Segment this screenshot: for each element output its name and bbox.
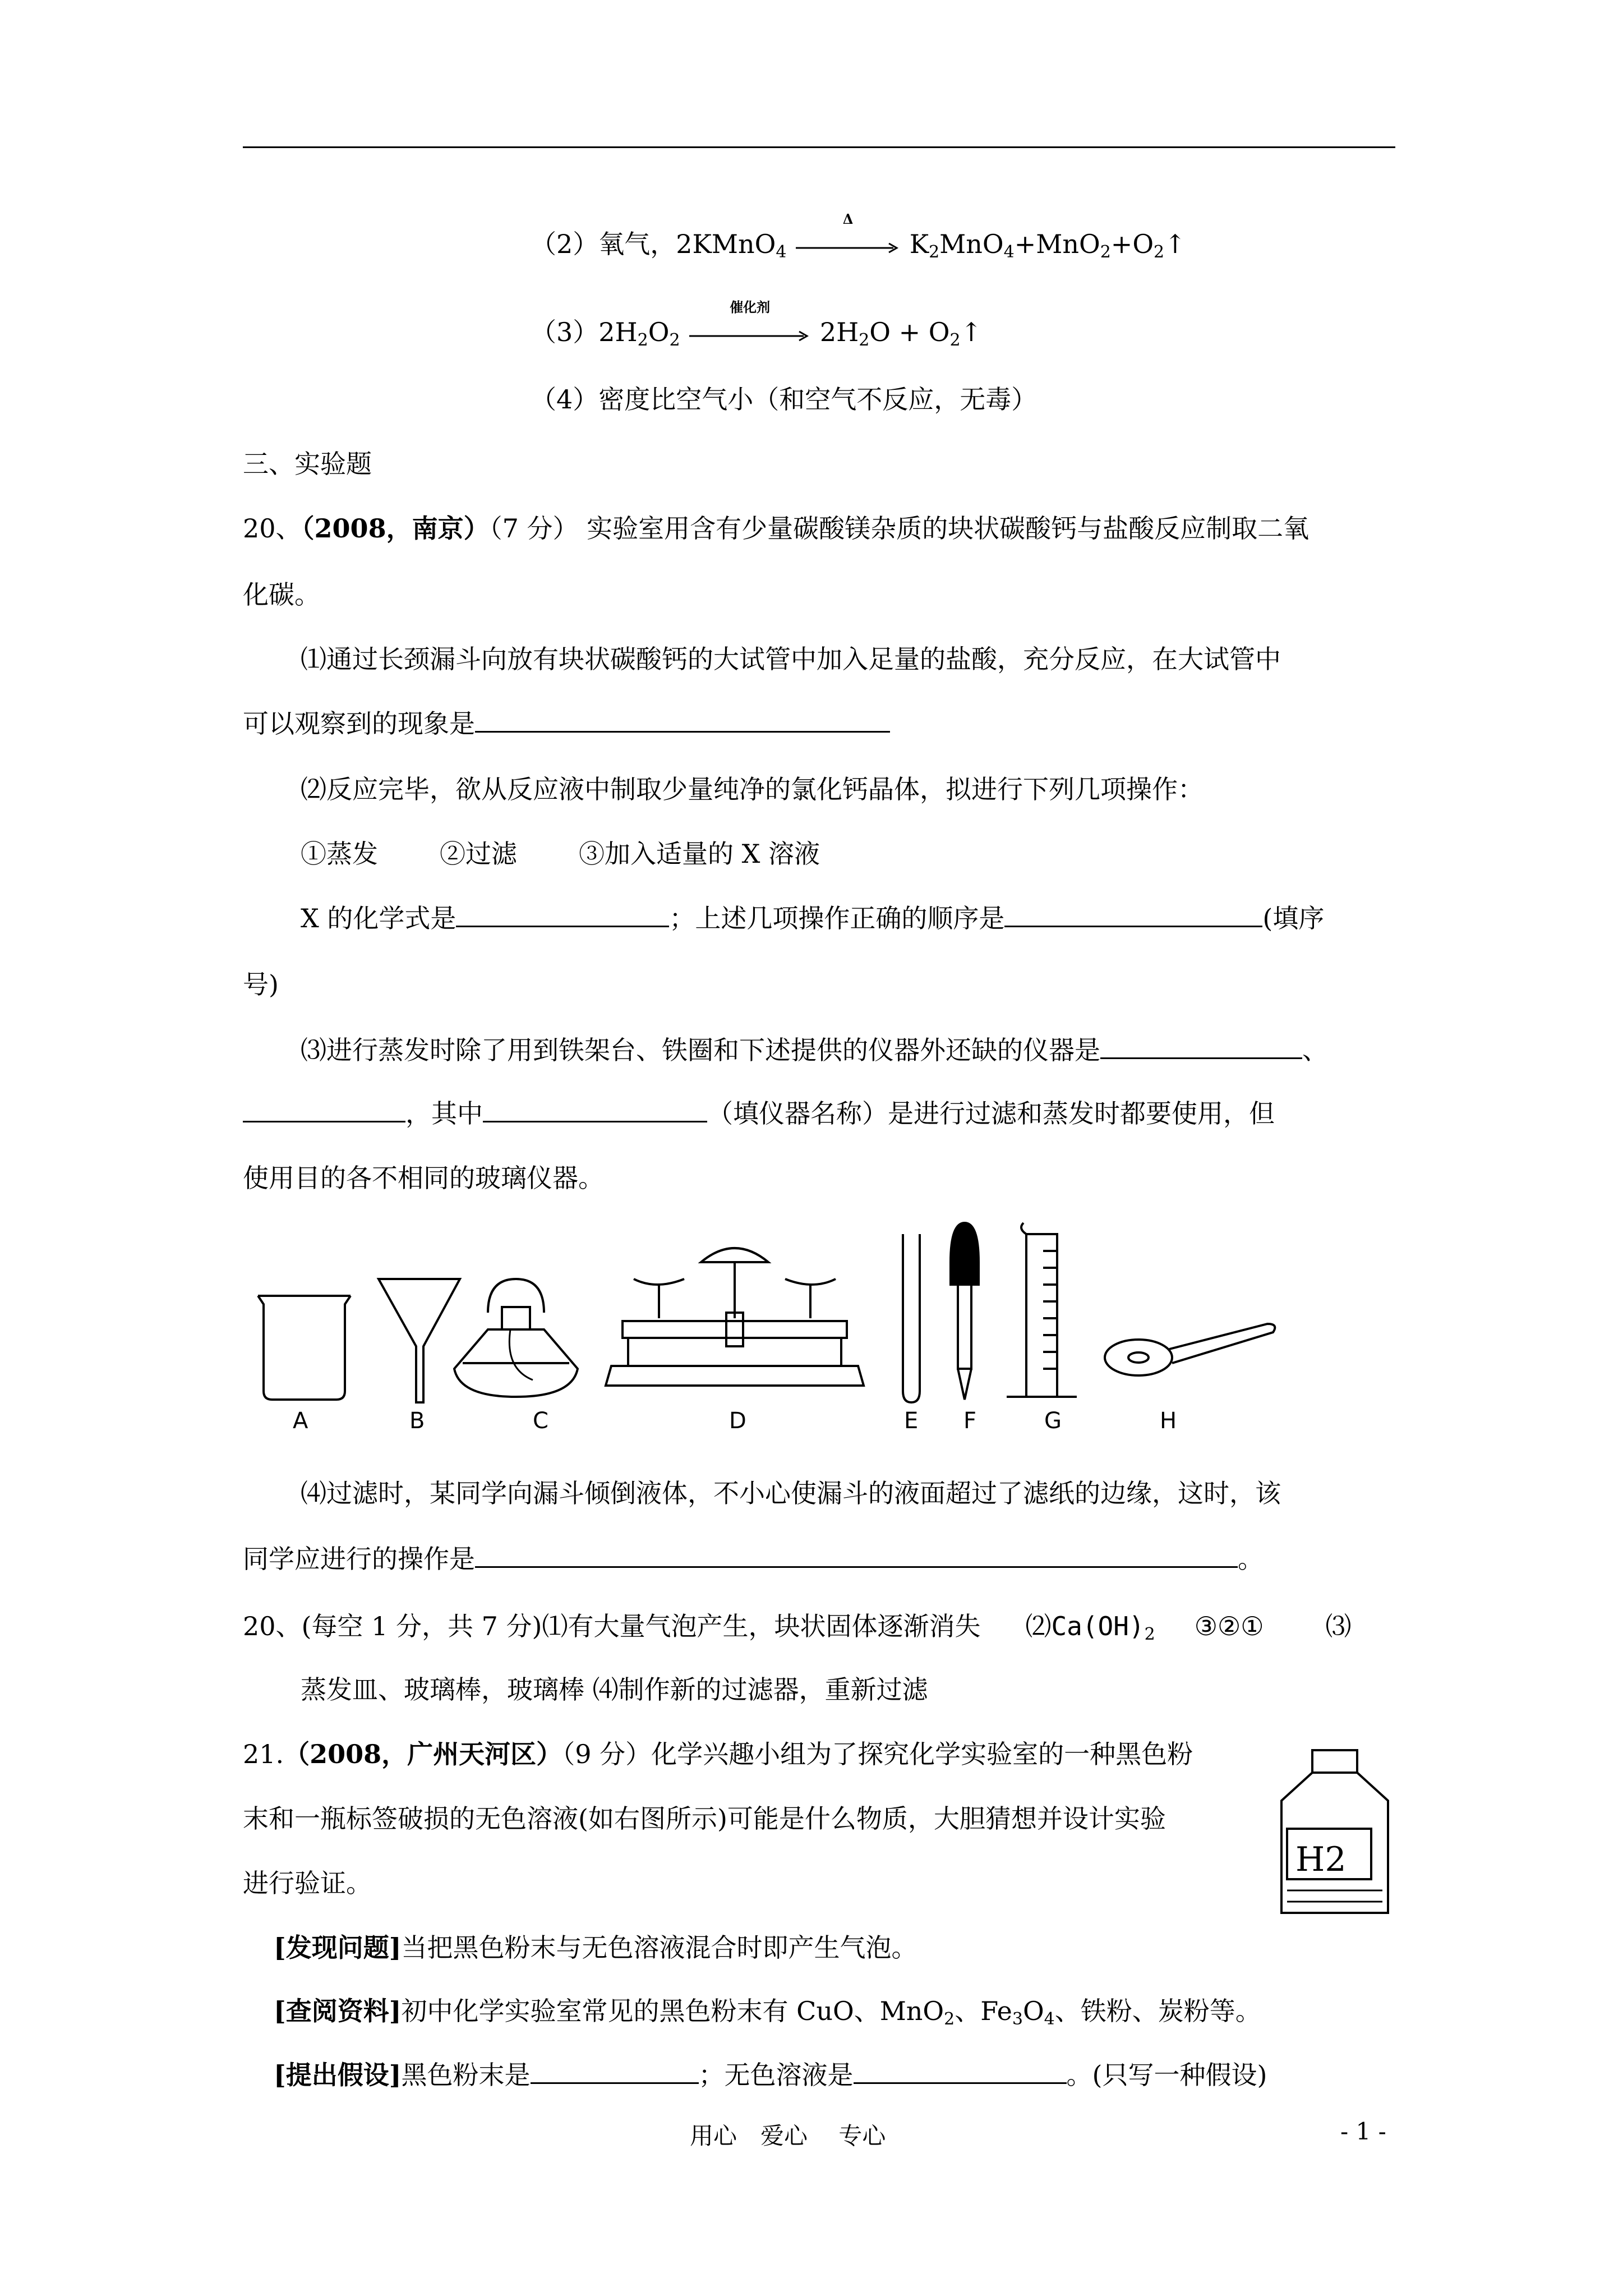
q20-operations: ①蒸发 ②过滤 ③加入适量的 X 溶液 (301, 839, 820, 869)
answer-blank[interactable] (483, 1098, 707, 1122)
q20-part3-line2: ，其中 （填仪器名称）是进行过滤和蒸发时都要使用，但 (243, 1098, 1275, 1129)
q21-hypothesis: [提出假设]黑色粉末是 ；无色溶液是 。(只写一种假设) (274, 2060, 1267, 2090)
figure-label-a: A (293, 1408, 308, 1434)
heat-arrow: Δ (795, 231, 901, 261)
answer-blank[interactable] (1100, 1035, 1302, 1059)
figure-label-e: E (904, 1408, 919, 1434)
apparatus-figure (241, 1212, 1284, 1425)
dropper-icon (951, 1223, 979, 1400)
answer-2-equation: （2）氧气，2KMnO$_4$ Δ $K_2MnO_4+MnO_2+O_2↑$ (531, 211, 1186, 262)
q21-reference: [查阅资料]初中化学实验室常见的黑色粉末有 CuO、MnO$_2$、$Fe_3O_4$、铁粉、炭粉等。 (274, 1996, 1261, 2029)
answer-blank[interactable] (243, 1098, 405, 1122)
q21-stem-line3: 进行验证。 (243, 1868, 372, 1898)
svg-text:H2: H2 (1295, 1840, 1347, 1879)
page-number: - 1 - (1340, 2118, 1386, 2145)
q20-part4-line2: 同学应进行的操作是 。 (243, 1544, 1264, 1574)
catalyst-arrow: 催化剂 (688, 319, 811, 349)
q20-stem-line1: 20、（2008，南京）（7 分） 实验室用含有少量碳酸镁杂质的块状碳酸钙与盐酸反应制取二氧 (243, 513, 1310, 544)
q20-part2: ⑵反应完毕，欲从反应液中制取少量纯净的氯化钙晶体，拟进行下列几项操作： (301, 774, 1204, 804)
reagent-bottle-icon (1265, 1745, 1405, 1924)
graduated-cylinder-icon (1007, 1223, 1077, 1397)
q20-x-line: X 的化学式是 ；上述几项操作正确的顺序是 (填序 (301, 903, 1325, 933)
q21-stem-line1: 21.（2008，广州天河区）（9 分）化学兴趣小组为了探究化学实验室的一种黑色粉 (243, 1739, 1193, 1769)
answer-blank[interactable] (475, 1544, 1238, 1568)
answer-blank[interactable] (456, 903, 669, 927)
figure-label-b: B (409, 1408, 425, 1434)
header-rule (243, 146, 1395, 148)
answer-blank[interactable] (1004, 903, 1262, 927)
section-title: 三、实验题 (243, 449, 372, 479)
answer-3-equation: $(3)2H_2O_2$ 催化剂 $2H_2O$ + $O_2↑$ (531, 299, 983, 350)
answer-20-line1: 20、(每空 1 分，共 7 分)⑴有大量气泡产生，块状固体逐渐消失 $⑵Ca(OH)_2$ ③②① ⑶ (243, 1611, 1352, 1644)
q21-stem-line2: 末和一瓶标签破损的无色溶液(如右图所示)可能是什么物质，大胆猜想并设计实验 (243, 1803, 1166, 1834)
q20-part4-line1: ⑷过滤时，某同学向漏斗倾倒液体，不小心使漏斗的液面超过了滤纸的边缘，这时，该 (301, 1478, 1281, 1508)
funnel-icon (379, 1279, 460, 1402)
q20-x-line2: 号) (243, 969, 279, 1000)
figure-label-c: C (533, 1408, 548, 1434)
q20-part1-line2: 可以观察到的现象是 (243, 708, 890, 739)
beaker-icon (258, 1296, 351, 1400)
footer-motto: 用心 爱心 专心 (690, 2122, 886, 2150)
figure-label-g: G (1044, 1408, 1062, 1434)
q20-part3-line1: ⑶进行蒸发时除了用到铁架台、铁圈和下述提供的仪器外还缺的仪器是 、 (301, 1035, 1328, 1065)
q20-part1-line1: ⑴通过长颈漏斗向放有块状碳酸钙的大试管中加入足量的盐酸，充分反应，在大试管中 (301, 644, 1281, 674)
figure-label-f: F (963, 1408, 977, 1434)
answer-blank[interactable] (531, 2060, 699, 2084)
figure-label-d: D (729, 1408, 746, 1434)
q20-part3-line3: 使用目的各不相同的玻璃仪器。 (243, 1163, 604, 1193)
test-tube-icon (903, 1234, 920, 1402)
spoon-icon (1105, 1324, 1275, 1375)
answer-20-line2: 蒸发皿、玻璃棒，玻璃棒 ⑷制作新的过滤器，重新过滤 (301, 1674, 928, 1705)
q21-find-problem: [发现问题]当把黑色粉末与无色溶液混合时即产生气泡。 (274, 1932, 917, 1963)
figure-label-h: H (1160, 1408, 1177, 1434)
balance-icon (606, 1248, 864, 1386)
answer-blank[interactable] (854, 2060, 1067, 2084)
q20-stem-line2: 化碳。 (243, 579, 320, 610)
alcohol-lamp-icon (454, 1279, 578, 1397)
answer-blank[interactable] (475, 708, 890, 733)
answer-4: （4）密度比空气小（和空气不反应，无毒） (531, 384, 1038, 415)
